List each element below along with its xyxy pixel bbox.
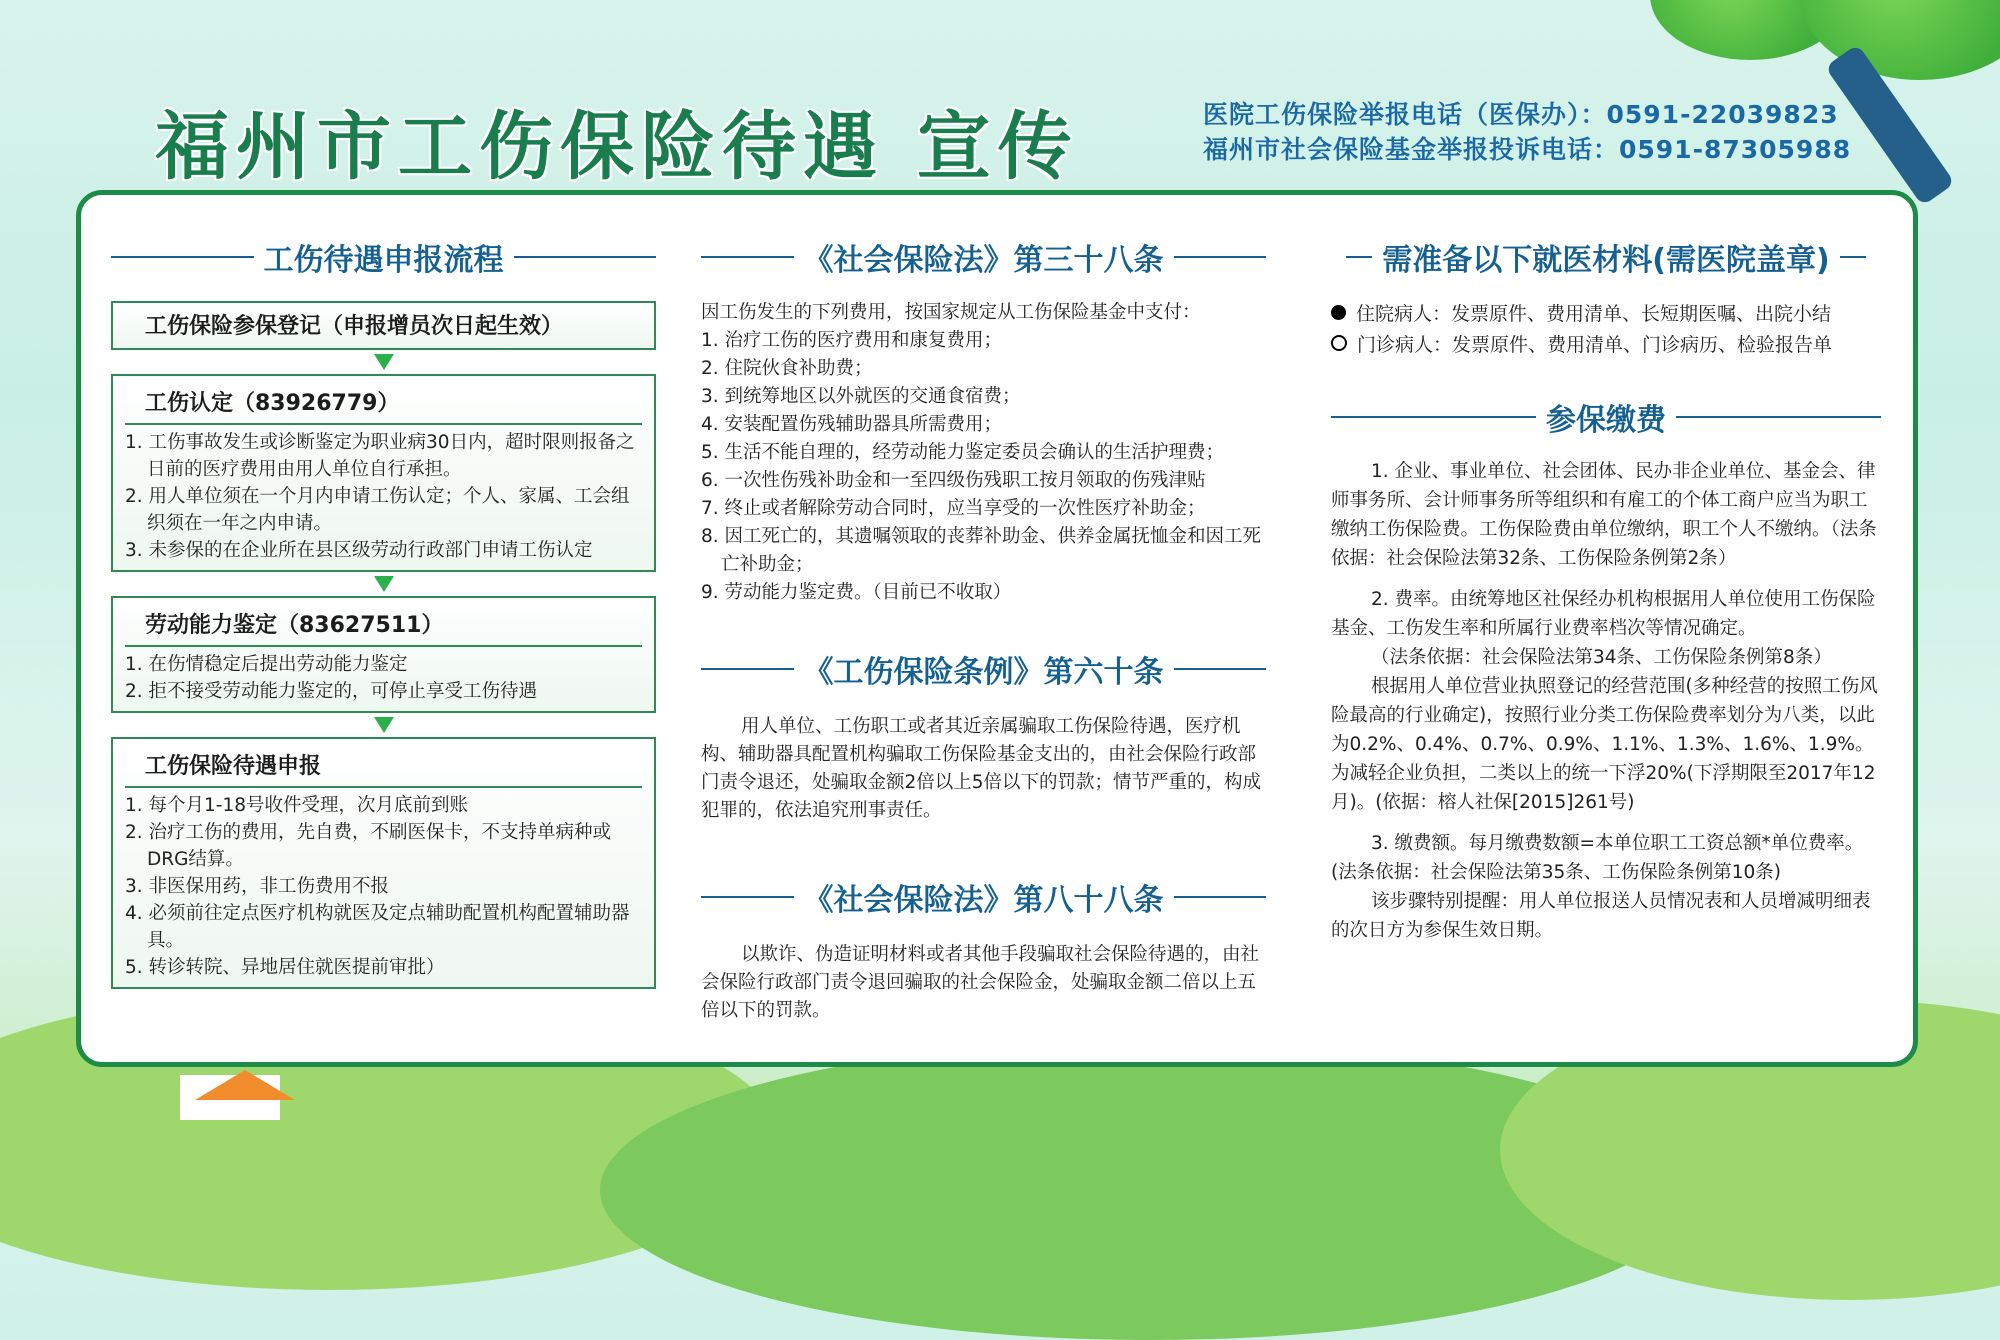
- outpatient-row: [1331, 330, 1881, 361]
- down-arrow-icon: [374, 576, 394, 592]
- paragraph: 1. 企业、事业单位、社会团体、民办非企业单位、基金会、律师事务所、会计师事务所等组织和有雇工的个体工商户应当为职工缴纳工伤保险费。工伤保险费由单位缴纳，职工个人不缴纳。（法条依据：社会保险法第32条、工伤保险条例第2条）: [1331, 461, 1877, 569]
- section-title-text: 工伤待遇申报流程: [263, 243, 504, 278]
- page-title: 福州市工伤保险待遇 宣传: [155, 104, 1079, 190]
- paragraph: 根据用人单位营业执照登记的经营范围(多种经营的按照工伤风险最高的行业确定)，按照行业分类工伤保险费率划分为八类，以此为0.2%、0.4%、0.7%、0.9%、1.1%、1.3%、1.6%、1.9%。为减轻企业负担，二类以上的统一下浮20%(下浮期限至2017年12月)。(依据：榕人社保[2015]261号): [1331, 676, 1878, 813]
- flow-step-heading: 劳动能力鉴定（83627511）: [125, 604, 642, 647]
- list-item: 5. 转诊转院、异地居住就医提前审批）: [125, 957, 445, 978]
- filled-circle-icon: [1331, 305, 1346, 320]
- inpatient-materials: 住院病人：发票原件、费用清单、长短期医嘱、出院小结: [1356, 303, 1832, 325]
- flow-step-heading: 工伤保险参保登记（申报增员次日起生效）: [145, 314, 564, 339]
- section-title-left: [111, 235, 656, 279]
- middle-column: [701, 235, 1266, 1025]
- list-item: 7. 终止或者解除劳动合同时，应当享受的一次性医疗补助金；: [701, 498, 1206, 519]
- section-title-text: 《社会保险法》第八十八条: [803, 883, 1164, 918]
- list-item: 3. 到统筹地区以外就医的交通食宿费；: [701, 386, 1021, 407]
- list-item: 1. 每个月1-18号收件受理，次月底前到账: [125, 795, 469, 816]
- paragraph: 用人单位、工伤职工或者其近亲属骗取工伤保险待遇，医疗机构、辅助器具配置机构骗取工伤保险基金支出的，由社会保险行政部门责令退还，处骗取金额2倍以上5倍以下的罚款；情节严重的，构成犯罪的，依法追究刑事责任。: [701, 716, 1262, 821]
- flow-step-capacity-appraisal: [111, 596, 656, 713]
- section-title-materials: [1331, 235, 1881, 279]
- paragraph: 3. 缴费额。每月缴费数额=本单位职工工资总额*单位费率。(法条依据：社会保险法第35条、工伤保险条例第10条): [1331, 833, 1864, 883]
- hospital-hotline: 医院工伤保险举报电话（医保办）：0591-22039823: [1203, 100, 1839, 129]
- list-item: 4. 必须前往定点医疗机构就医及定点辅助配置机构配置辅助器具。: [125, 903, 630, 951]
- list-item: 6. 一次性伤残补助金和一至四级伤残职工按月领取的伤残津贴: [701, 470, 1206, 491]
- list-item: 5. 生活不能自理的，经劳动能力鉴定委员会确认的生活护理费；: [701, 442, 1225, 463]
- list-item: 3. 未参保的在企业所在县区级劳动行政部门申请工伤认定: [125, 540, 593, 561]
- list-item: 2. 住院伙食补助费；: [701, 358, 873, 379]
- section-title-text: 《工伤保险条例》第六十条: [803, 655, 1164, 690]
- flow-step-injury-recognition: [111, 374, 656, 572]
- section-title-text: 需准备以下就医材料(需医院盖章): [1382, 243, 1830, 278]
- section-title-contribution: [1331, 395, 1881, 439]
- paragraph: 该步骤特别提醒：用人单位报送人员情况表和人员增减明细表的次日方为参保生效日期。: [1331, 891, 1871, 941]
- list-item: 2. 用人单位须在一个月内申请工伤认定；个人、家属、工会组织须在一年之内申请。: [125, 486, 630, 534]
- list-item: 3. 非医保用药，非工伤费用不报: [125, 876, 390, 897]
- paragraph: 以欺诈、伪造证明材料或者其他手段骗取社会保险待遇的，由社会保险行政部门责令退回骗取的社会保险金，处骗取金额二倍以上五倍以下的罚款。: [701, 944, 1260, 1021]
- down-arrow-icon: [374, 354, 394, 370]
- section-title-text: 《社会保险法》第三十八条: [803, 243, 1164, 278]
- flow-step-benefit-claim: [111, 737, 656, 989]
- right-column: [1331, 235, 1881, 945]
- left-column: [111, 235, 656, 989]
- section-title-article-38: [701, 235, 1266, 279]
- flow-step-heading: 工伤认定（83926779）: [125, 382, 642, 425]
- inpatient-row: [1331, 299, 1881, 330]
- list-item: 4. 安装配置伤残辅助器具所需费用；: [701, 414, 1003, 435]
- content-panel: [76, 190, 1918, 1067]
- fund-hotline: 福州市社会保险基金举报投诉电话：0591-87305988: [1203, 135, 1852, 164]
- paragraph: 2. 费率。由统筹地区社保经办机构根据用人单位使用工伤保险基金、工伤发生率和所属行业费率档次等情况确定。: [1331, 589, 1876, 639]
- list-item: 1. 治疗工伤的医疗费用和康复费用；: [701, 330, 1003, 351]
- paragraph: 因工伤发生的下列费用，按国家规定从工伤保险基金中支付：: [701, 302, 1201, 323]
- flow-step-heading: 工伤保险待遇申报: [125, 745, 642, 788]
- section-title-article-60: [701, 647, 1266, 691]
- list-item: 9. 劳动能力鉴定费。（目前已不收取）: [701, 582, 1012, 603]
- section-title-article-88: [701, 875, 1266, 919]
- down-arrow-icon: [374, 717, 394, 733]
- list-item: 2. 拒不接受劳动能力鉴定的，可停止享受工伤待遇: [125, 681, 538, 702]
- paragraph: （法条依据：社会保险法第34条、工伤保险条例第8条）: [1371, 647, 1832, 668]
- house-roof-decoration: [195, 1070, 295, 1100]
- list-item: 1. 在伤情稳定后提出劳动能力鉴定: [125, 654, 408, 675]
- list-item: 2. 治疗工伤的费用，先自费，不刷医保卡，不支持单病种或DRG结算。: [125, 822, 612, 870]
- hollow-circle-icon: [1331, 335, 1347, 351]
- list-item: 1. 工伤事故发生或诊断鉴定为职业病30日内，超时限则报备之日前的医疗费用由用人单位自行承担。: [125, 432, 635, 480]
- list-item: 8. 因工死亡的，其遗嘱领取的丧葬补助金、供养金属抚恤金和因工死亡补助金；: [701, 526, 1262, 575]
- section-title-text: 参保缴费: [1546, 403, 1666, 438]
- outpatient-materials: 门诊病人：发票原件、费用清单、门诊病历、检验报告单: [1357, 334, 1833, 356]
- flow-step-registration: [111, 301, 656, 350]
